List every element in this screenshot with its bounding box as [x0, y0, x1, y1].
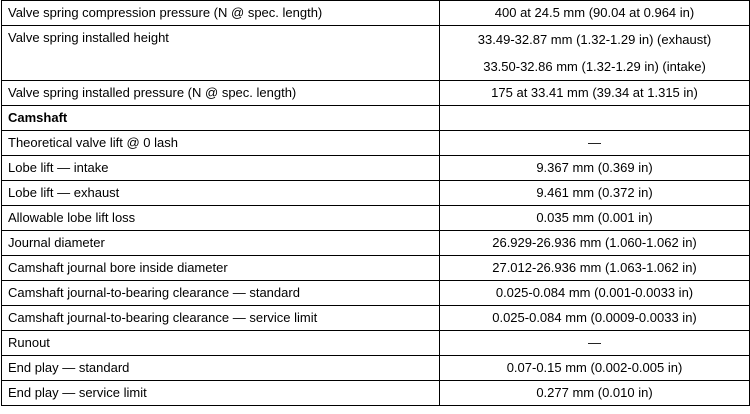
section-title: Camshaft — [2, 106, 440, 131]
table-row — [2, 26, 750, 81]
spec-value: 33.50-32.86 mm (1.32-1.29 in) (intake) — [483, 59, 706, 74]
table-row — [2, 256, 750, 281]
table-row — [2, 81, 750, 106]
spec-value: 33.49-32.87 mm (1.32-1.29 in) (exhaust) — [477, 32, 712, 47]
spec-label: Valve spring installed pressure (N @ spec. length) — [2, 81, 440, 106]
spec-value: 26.929-26.936 mm (1.060-1.062 in) — [440, 231, 750, 256]
spec-value: 0.025-0.084 mm (0.0009-0.0033 in) — [440, 306, 750, 331]
spec-value: — — [440, 331, 750, 356]
table-row — [2, 181, 750, 206]
spec-label: Valve spring compression pressure (N @ spec. length) — [2, 1, 440, 26]
spec-value: — — [440, 131, 750, 156]
spec-value: 9.367 mm (0.369 in) — [440, 156, 750, 181]
spec-label: End play — standard — [2, 356, 440, 381]
spec-label: Camshaft journal bore inside diameter — [2, 256, 440, 281]
spec-value: 175 at 33.41 mm (39.34 at 1.315 in) — [440, 81, 750, 106]
spec-label: Valve spring installed height — [2, 26, 440, 81]
spec-label: Camshaft journal-to-bearing clearance — standard — [2, 281, 440, 306]
spec-value: 0.07-0.15 mm (0.002-0.005 in) — [440, 356, 750, 381]
spec-value: 27.012-26.936 mm (1.063-1.062 in) — [440, 256, 750, 281]
spec-label: Theoretical valve lift @ 0 lash — [2, 131, 440, 156]
specifications-table — [1, 0, 750, 406]
table-row — [2, 156, 750, 181]
spec-value: 9.461 mm (0.372 in) — [440, 181, 750, 206]
spec-label: Lobe lift — intake — [2, 156, 440, 181]
spec-label: Camshaft journal-to-bearing clearance — service limit — [2, 306, 440, 331]
spec-value: 0.277 mm (0.010 in) — [440, 381, 750, 406]
table-row — [2, 381, 750, 406]
table-row — [2, 306, 750, 331]
section-empty-cell — [440, 106, 750, 131]
spec-label: End play — service limit — [2, 381, 440, 406]
spec-value: 0.025-0.084 mm (0.001-0.0033 in) — [440, 281, 750, 306]
spec-label: Journal diameter — [2, 231, 440, 256]
table-row — [2, 206, 750, 231]
section-header-row — [2, 106, 750, 131]
table-row — [2, 1, 750, 26]
table-row — [2, 131, 750, 156]
spec-label: Allowable lobe lift loss — [2, 206, 440, 231]
spec-value: 400 at 24.5 mm (90.04 at 0.964 in) — [440, 1, 750, 26]
spec-label: Runout — [2, 331, 440, 356]
spec-label: Lobe lift — exhaust — [2, 181, 440, 206]
table-row — [2, 356, 750, 381]
table-row — [2, 231, 750, 256]
table-row — [2, 281, 750, 306]
table-row — [2, 331, 750, 356]
spec-value: 0.035 mm (0.001 in) — [440, 206, 750, 231]
spec-value-group — [440, 26, 750, 81]
